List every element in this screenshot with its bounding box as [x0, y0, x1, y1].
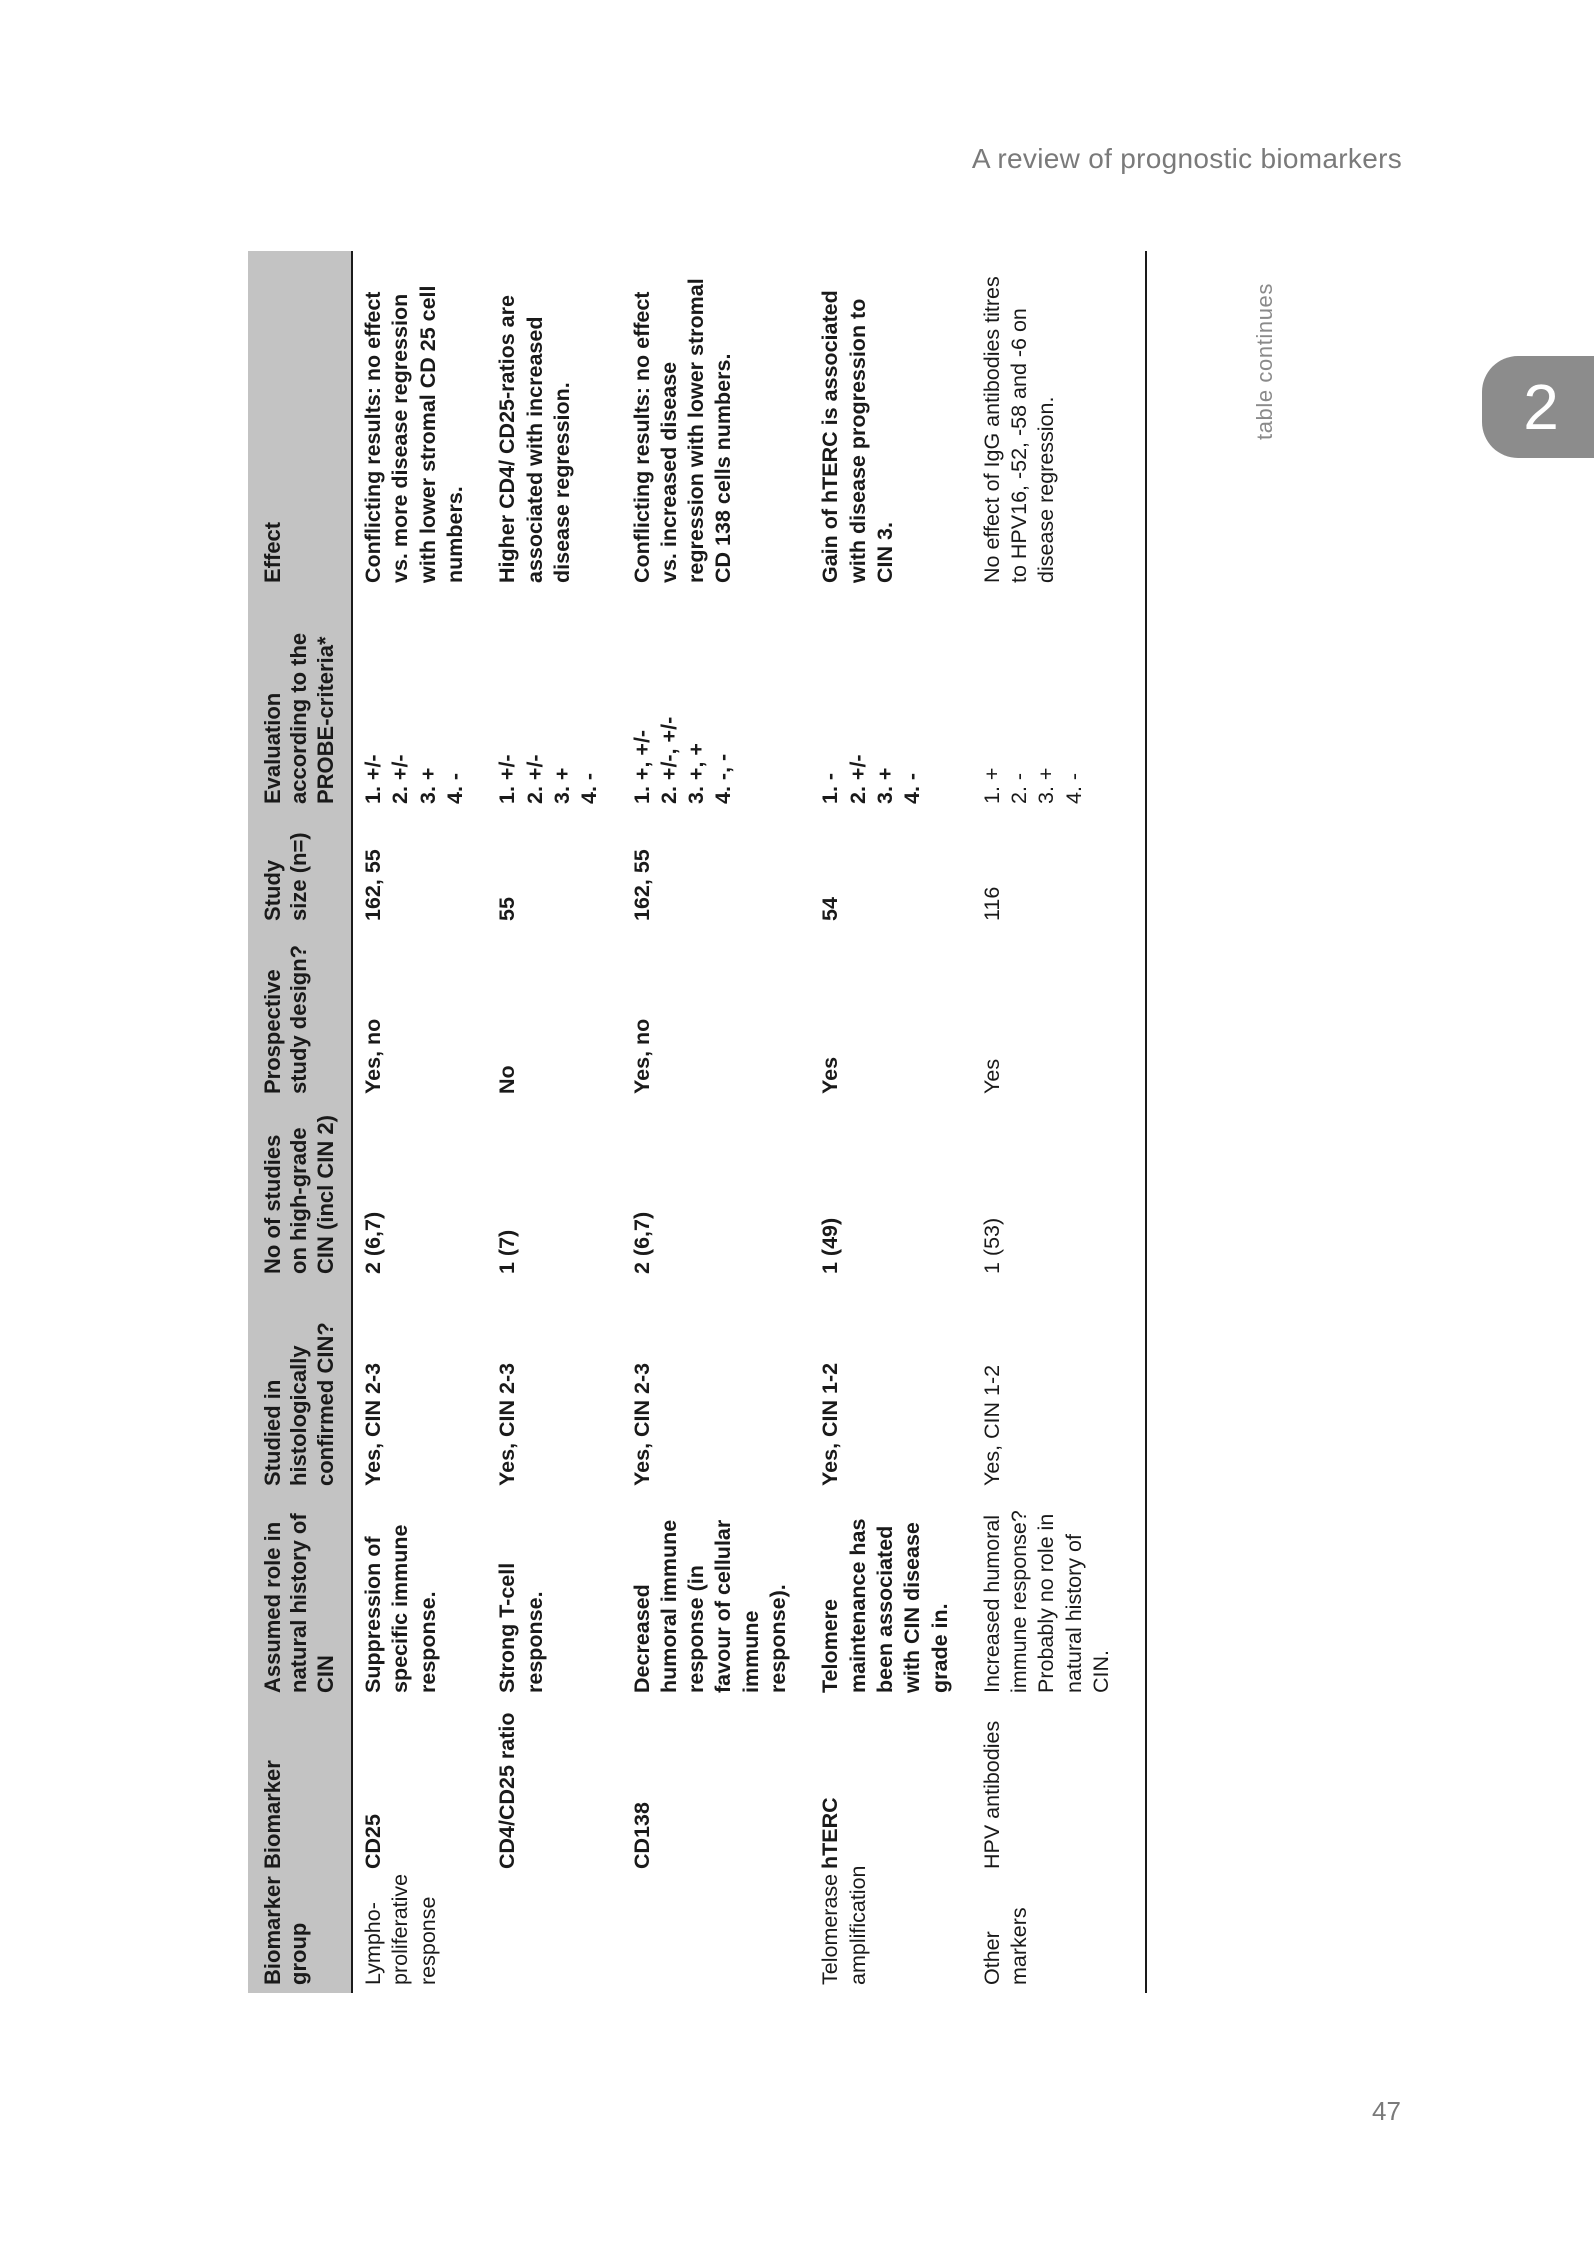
- evaluation-line: 1. +, +/-: [629, 729, 654, 804]
- cell-prospective: No: [495, 1065, 520, 1094]
- cell-size: 116: [972, 812, 1146, 929]
- evaluation-line: 4. -: [1061, 772, 1086, 804]
- cell-group: [487, 1877, 621, 1993]
- evaluation-line: 1. -: [818, 772, 843, 804]
- cell-num-studies: 1 (49): [818, 1217, 843, 1274]
- running-title: A review of prognostic biomarkers: [971, 143, 1402, 174]
- column-header: No of studies on high-grade CIN (incl CIN 2): [248, 1102, 352, 1282]
- cell-group: Lympho-proliferative response: [361, 1873, 440, 1985]
- cell-num-studies: 2 (6,7): [361, 1211, 386, 1274]
- evaluation-line: 1. +: [979, 767, 1004, 804]
- evaluation-line: 3. +: [415, 767, 440, 804]
- cell-biomarker: CD4/CD25 ratio: [495, 1712, 520, 1869]
- cell-studied: Yes, CIN 1-2: [818, 1362, 843, 1486]
- column-header: Biomarker: [248, 1701, 352, 1877]
- evaluation-line: 4. -, -: [711, 753, 736, 804]
- cell-role: Suppression of specific immune response.: [361, 1524, 440, 1693]
- cell-evaluation: [810, 591, 971, 812]
- cell-size: 162, 55: [629, 849, 654, 921]
- table-row: [810, 251, 971, 1993]
- table-row: [352, 251, 487, 1993]
- cell-effect: Conflicting results: no effect vs. increased disease regression with lower stromal CD 138 cells numbers.: [629, 278, 736, 583]
- evaluation-line: 4. -: [443, 772, 468, 804]
- cell-num-studies: 2 (6,7): [629, 1211, 654, 1274]
- table-row: [622, 251, 811, 1993]
- cell-biomarker: CD25: [361, 1814, 386, 1869]
- cell-prospective: Yes: [818, 1056, 843, 1094]
- evaluation-line: 2. +/-: [845, 754, 870, 804]
- evaluation-line: 2. -: [1007, 772, 1032, 804]
- table-row: [487, 251, 621, 1993]
- cell-effect: No effect of IgG antibodies titres to HPV16, -52, -58 and -6 on disease regression.: [972, 251, 1146, 591]
- column-header: Biomarker group: [248, 1877, 352, 1993]
- cell-evaluation: [972, 591, 1146, 812]
- cell-studied: Yes, CIN 2-3: [629, 1362, 654, 1486]
- chapter-tab: 2: [1482, 356, 1594, 458]
- cell-size: 55: [495, 897, 520, 921]
- cell-biomarker: hTERC: [818, 1797, 843, 1869]
- cell-biomarker: CD138: [629, 1802, 654, 1869]
- cell-studied: Yes, CIN 1-2: [972, 1282, 1146, 1494]
- biomarker-table: [248, 251, 1147, 1993]
- cell-studied: Yes, CIN 2-3: [495, 1362, 520, 1486]
- column-header: Effect: [248, 251, 352, 591]
- cell-prospective: Yes, no: [629, 1018, 654, 1094]
- column-header: Studied in histologically confirmed CIN?: [248, 1282, 352, 1494]
- cell-num-studies: 1 (53): [972, 1102, 1146, 1282]
- cell-effect: Gain of hTERC is associated with disease progression to CIN 3.: [818, 290, 897, 583]
- evaluation-line: 1. +/-: [495, 754, 520, 804]
- evaluation-line: 3. +: [1034, 767, 1059, 804]
- cell-group: Telomerase amplification: [818, 1865, 870, 1985]
- cell-group: [622, 1877, 811, 1993]
- page-number: 47: [1372, 2096, 1401, 2126]
- cell-num-studies: 1 (7): [495, 1229, 520, 1274]
- table-header-row: [248, 251, 352, 1993]
- cell-prospective: Yes: [972, 929, 1146, 1102]
- cell-evaluation: [622, 591, 811, 812]
- cell-effect: Conflicting results: no effect vs. more disease regression with lower stromal CD 25 cell numbers.: [361, 285, 468, 583]
- column-header: Assumed role in natural history of CIN: [248, 1494, 352, 1701]
- column-header: Study size (n=): [248, 812, 352, 929]
- cell-role: Increased humoral immune response? Probably no role in natural history of CIN.: [972, 1494, 1146, 1701]
- cell-evaluation: [352, 591, 487, 812]
- evaluation-line: 2. +/-, +/-: [656, 716, 681, 804]
- cell-size: 54: [818, 897, 843, 921]
- cell-prospective: Yes, no: [361, 1018, 386, 1094]
- evaluation-line: 3. +, +: [684, 743, 709, 804]
- evaluation-line: 4. -: [900, 772, 925, 804]
- cell-group: Other markers: [972, 1877, 1146, 1993]
- evaluation-line: 2. +/-: [388, 754, 413, 804]
- evaluation-line: 4. -: [577, 772, 602, 804]
- column-header: Evaluation according to the PROBE-criteria*: [248, 591, 352, 812]
- evaluation-line: 3. +: [549, 767, 574, 804]
- table-continues-note: table continues: [1252, 283, 1277, 440]
- cell-effect: Higher CD4/ CD25-ratios are associated with increased disease regression.: [495, 295, 574, 583]
- evaluation-line: 3. +: [872, 767, 897, 804]
- biomarker-table-container: [248, 251, 1277, 1993]
- column-header: Prospective study design?: [248, 929, 352, 1102]
- cell-size: 162, 55: [361, 849, 386, 921]
- cell-biomarker: HPV antibodies: [972, 1701, 1146, 1877]
- evaluation-line: 1. +/-: [361, 754, 386, 804]
- cell-role: Decreased humoral immune response (in favour of cellular immune response).: [629, 1519, 791, 1693]
- cell-role: Telomere maintenance has been associated with CIN disease grade in.: [818, 1518, 952, 1693]
- table-row: [972, 251, 1146, 1993]
- cell-evaluation: [487, 591, 621, 812]
- cell-role: Strong T-cell response.: [495, 1562, 547, 1693]
- evaluation-line: 2. +/-: [522, 754, 547, 804]
- cell-studied: Yes, CIN 2-3: [361, 1362, 386, 1486]
